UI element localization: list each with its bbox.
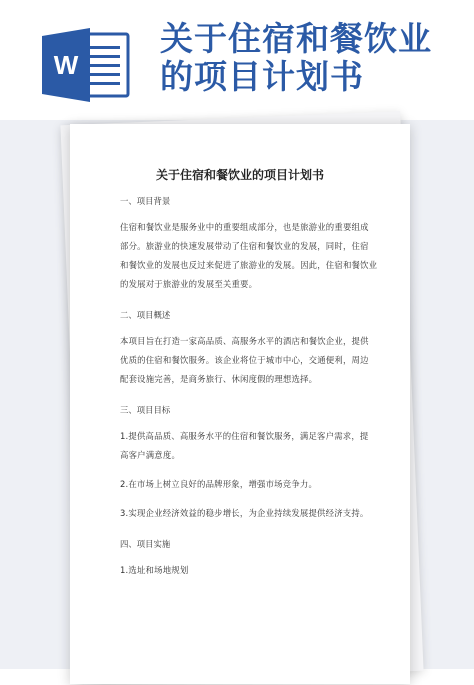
banner-title-line2: 的项目计划书 [160, 57, 364, 96]
section-heading: 二、项目概述 [120, 310, 171, 320]
paragraph-line: 配套设施完善，是商务旅行、休闲度假的理想选择。 [120, 374, 318, 384]
section-heading: 三、项目目标 [120, 405, 171, 415]
list-item-line: 高客户满意度。 [120, 450, 181, 460]
list-item-line: 1.选址和场地规划 [120, 565, 189, 575]
document-title: 关于住宿和餐饮业的项目计划书 [155, 168, 324, 182]
section-heading: 四、项目实施 [120, 539, 171, 549]
paragraph-line: 部分。旅游业的快速发展带动了住宿和餐饮业的发展，同时，住宿 [120, 241, 369, 251]
document-page [70, 124, 410, 684]
paragraph-line: 优质的住宿和餐饮服务。该企业将位于城市中心，交通便利，周边 [120, 355, 369, 365]
banner-title [160, 20, 460, 96]
word-icon [40, 28, 132, 102]
paragraph-line: 和餐饮业的发展也反过来促进了旅游业的发展。因此，住宿和餐饮业 [120, 260, 378, 270]
document-content [120, 194, 382, 580]
banner [0, 0, 474, 120]
list-item-line: 3.实现企业经济效益的稳步增长，为企业持续发展提供经济支持。 [120, 508, 369, 518]
word-icon-letter: W [53, 50, 79, 80]
paragraph-line: 的发展对于旅游业的发展至关重要。 [120, 279, 258, 289]
banner-title-line1: 关于住宿和餐饮业 [160, 19, 432, 58]
paragraph-line: 住宿和餐饮业是服务业中的重要组成部分，也是旅游业的重要组成 [120, 222, 369, 232]
list-item-line: 1.提供高品质、高服务水平的住宿和餐饮服务，满足客户需求，提 [120, 431, 369, 441]
paragraph-line: 本项目旨在打造一家高品质、高服务水平的酒店和餐饮企业，提供 [120, 336, 369, 346]
section-heading: 一、项目背景 [120, 196, 171, 206]
list-item-line: 2.在市场上树立良好的品牌形象，增强市场竞争力。 [120, 479, 318, 489]
